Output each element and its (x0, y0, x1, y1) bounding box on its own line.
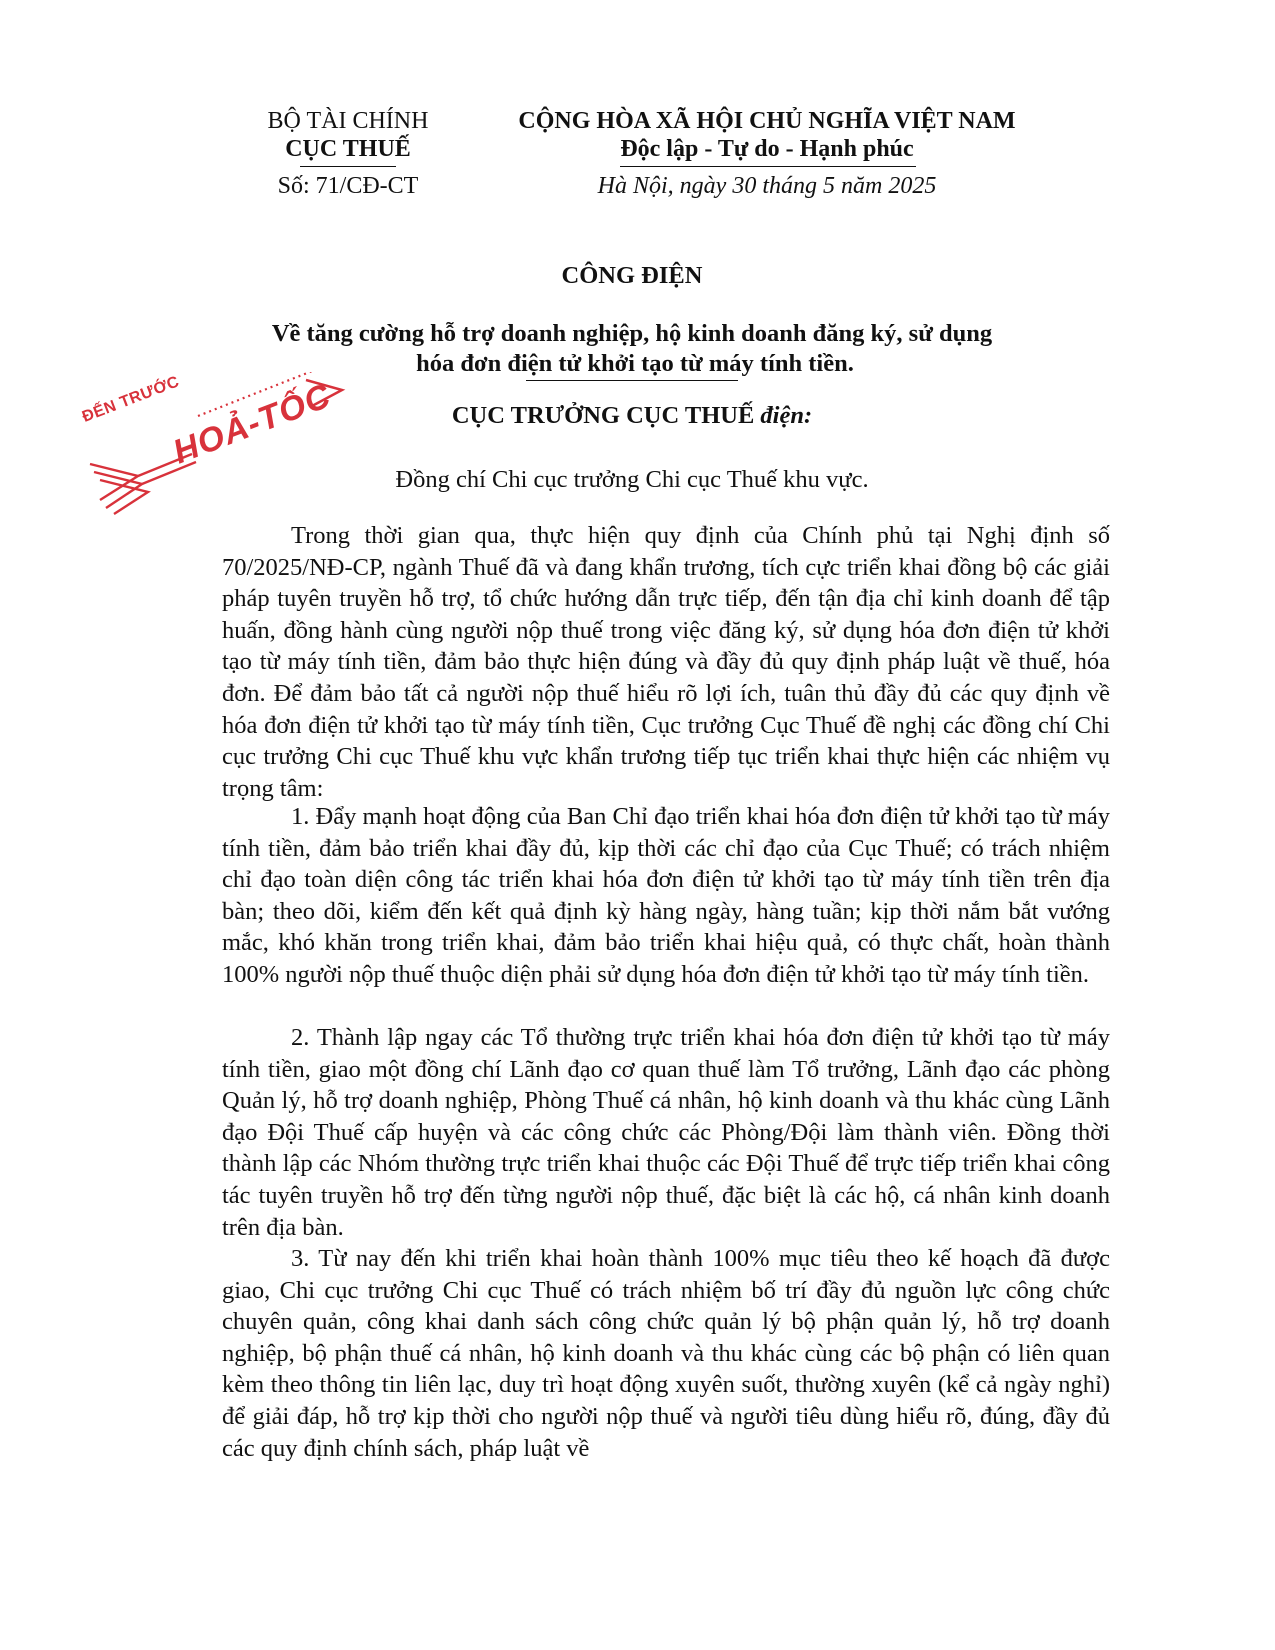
intro-paragraph: Trong thời gian qua, thực hiện quy định của Chính phủ tại Nghị định số 70/2025/NĐ-CP, ngành Thuế đã và đang khẩn trương, tích cực triển khai đồng bộ các giải pháp tuyên truyền hỗ trợ, tổ chức hướng dẫn trực tiếp, đến tận địa chỉ kinh doanh để tập huấn, đồng hành cùng người nộp thuế trong việc đăng ký, sử dụng hóa đơn điện tử khởi tạo từ máy tính tiền, đảm bảo thực hiện đúng và đầy đủ quy định pháp luật về thuế, hóa đơn. Để đảm bảo tất cả người nộp thuế hiểu rõ lợi ích, tuân thủ đầy đủ các quy định về hóa đơn điện tử khởi tạo từ máy tính tiền, Cục trưởng Cục Thuế đề nghị các đồng chí Chi cục trưởng Chi cục Thuế khu vực khẩn trương tiếp tục triển khai thực hiện các nhiệm vụ trọng tâm: (222, 522, 1110, 802)
subject-line-1: Về tăng cường hỗ trợ doanh nghiệp, hộ kinh doanh đăng ký, sử dụng (271, 320, 993, 347)
recipient-line: Đồng chí Chi cục trưởng Chi cục Thuế khu vực. (395, 466, 869, 493)
task-item-1: 1. Đẩy mạnh hoạt động của Ban Chỉ đạo triển khai hóa đơn điện tử khởi tạo từ máy tính tiền, đảm bảo triển khai đầy đủ, kịp thời các chỉ đạo của Cục Thuế; có trách nhiệm chỉ đạo toàn diện công tác triển khai hóa đơn điện tử khởi tạo từ máy tính tiền trên địa bàn; theo dõi, kiểm đến kết quả định kỳ hàng ngày, hàng tuần; kịp thời nắm bắt vướng mắc, khó khăn trong triển khai, đảm bảo triển khai hiệu quả, có thực chất, hoàn thành 100% người nộp thuế thuộc diện phải sử dụng hóa đơn điện tử khởi tạo từ máy tính tiền. (222, 803, 1110, 988)
place-and-date: Hà Nội, ngày 30 tháng 5 năm 2025 (597, 173, 937, 199)
subject-line-2: hóa đơn điện tử khởi tạo từ máy tính tiền. (416, 350, 854, 377)
department-underline (300, 166, 396, 167)
stamp-top-text: ĐẾN TRƯỚC (80, 373, 182, 426)
task-item-3: 3. Từ nay đến khi triển khai hoàn thành 100% mục tiêu theo kế hoạch đã được giao, Chi cục trưởng Chi cục Thuế có trách nhiệm bố trí đầy đủ nguồn lực công chức chuyên quản, công khai danh sách công chức quản lý bộ phận quản lý, hỗ trợ doanh nghiệp, bộ phận thuế cá nhân, hộ kinh doanh và thu khác cùng các bộ phận có liên quan kèm theo thông tin liên lạc, duy trì hoạt động xuyên suốt, thường xuyên (kể cả ngày nghỉ) để giải đáp, hỗ trợ kịp thời cho người nộp thuế và người tiêu dùng hiểu rõ, đúng, đầy đủ các quy định chính sách, pháp luật về (222, 1245, 1110, 1462)
sender-suffix: điện: (760, 402, 813, 429)
urgency-stamp (80, 372, 380, 542)
motto-underline (620, 166, 916, 167)
stamp-main-text: HOẢ-TỐC (168, 376, 337, 472)
country-name: CỘNG HÒA XÃ HỘI CHỦ NGHĨA VIỆT NAM (518, 108, 1016, 134)
task-item-2: 2. Thành lập ngay các Tổ thường trực triển khai hóa đơn điện tử khởi tạo từ máy tính tiền, giao một đồng chí Lãnh đạo cơ quan thuế làm Tổ trưởng, Lãnh đạo các phòng Quản lý, hỗ trợ doanh nghiệp, Phòng Thuế cá nhân, hộ kinh doanh và thu khác cùng Lãnh đạo Đội Thuế cấp huyện và các công chức các Phòng/Đội làm thành viên. Đồng thời thành lập các Nhóm thường trực triển khai thuộc các Đội Thuế để trực tiếp triển khai công tác tuyên truyền hỗ trợ đến từng người nộp thuế, đặc biệt là các hộ, cá nhân kinh doanh trên địa bàn. (222, 1024, 1110, 1241)
document-number: Số: 71/CĐ-CT (277, 173, 419, 199)
document-type: CÔNG ĐIỆN (561, 262, 703, 289)
ministry-name: BỘ TÀI CHÍNH (267, 108, 429, 134)
sender-title: CỤC TRƯỞNG CỤC THUẾ (451, 402, 755, 429)
subject-underline (526, 380, 738, 381)
national-motto: Độc lập - Tự do - Hạnh phúc (620, 136, 914, 162)
department-name: CỤC THUẾ (285, 136, 411, 162)
